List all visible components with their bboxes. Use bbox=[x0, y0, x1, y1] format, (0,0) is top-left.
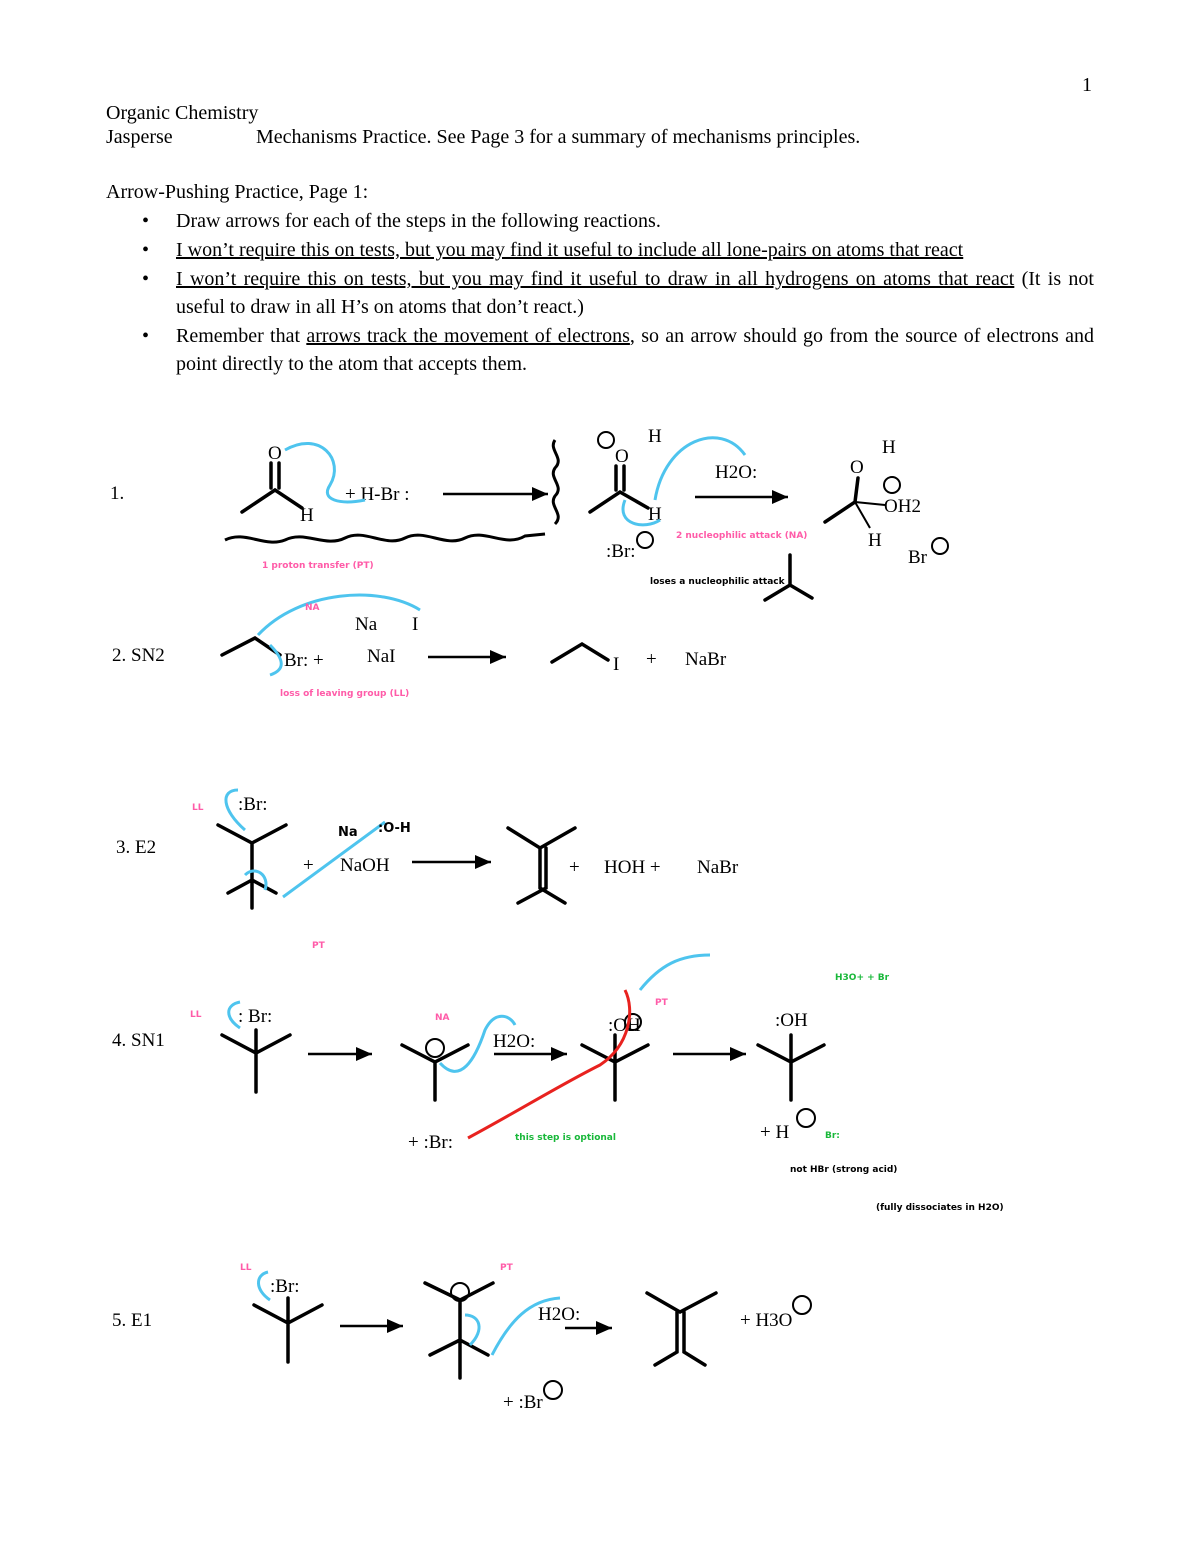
page-number: 1 bbox=[1082, 74, 1092, 96]
arrow-head bbox=[772, 490, 788, 504]
annotation: PT bbox=[312, 941, 325, 951]
hydrogen-atom: H bbox=[868, 530, 882, 551]
oh2-group: OH2 bbox=[884, 496, 921, 517]
course-title: Organic Chemistry bbox=[106, 102, 259, 124]
annotation: NA bbox=[435, 1013, 450, 1023]
reaction-number: 4. SN1 bbox=[112, 1030, 165, 1051]
arrow-head bbox=[475, 855, 491, 869]
arrow-head bbox=[490, 650, 506, 664]
plus-sign: + bbox=[646, 649, 657, 670]
negative-charge-icon bbox=[932, 538, 948, 554]
bond bbox=[425, 1283, 493, 1378]
hydrogen-atom: H bbox=[648, 426, 662, 447]
red-arrow bbox=[468, 990, 630, 1138]
oxygen-atom: O bbox=[268, 443, 282, 464]
list-item: • Draw arrows for each of the steps in the following reactions. bbox=[142, 207, 1094, 235]
hoh-product: HOH + bbox=[604, 857, 661, 878]
bond bbox=[758, 1035, 824, 1100]
bond bbox=[647, 1293, 716, 1365]
scribble bbox=[553, 440, 558, 524]
positive-charge-icon bbox=[793, 1296, 811, 1314]
reaction-4 bbox=[112, 955, 1004, 1213]
annotation: 2 nucleophilic attack (NA) bbox=[676, 531, 808, 541]
double-bond bbox=[271, 463, 279, 488]
curved-arrow bbox=[258, 1272, 270, 1300]
bromine-atom: :Br: bbox=[270, 1276, 300, 1297]
positive-charge-icon bbox=[884, 477, 900, 493]
reaction-number: 3. E2 bbox=[116, 837, 157, 858]
oxygen-atom: O bbox=[850, 457, 864, 478]
annotation: this step is optional bbox=[515, 1133, 616, 1143]
bond bbox=[218, 825, 286, 908]
bromine-atom: :Br: bbox=[238, 794, 268, 815]
reaction-5 bbox=[112, 1263, 811, 1413]
arrow-head bbox=[596, 1321, 612, 1335]
bromine-atom: : Br: bbox=[238, 1006, 273, 1027]
arrow-head bbox=[730, 1047, 746, 1061]
reaction-3 bbox=[116, 790, 739, 951]
arrow-head bbox=[356, 1047, 372, 1061]
annotation: LL bbox=[240, 1263, 252, 1273]
iodine-product: I bbox=[613, 654, 620, 675]
iodide-ion: I bbox=[412, 614, 419, 635]
bromide-product: Br bbox=[908, 547, 927, 568]
annotation: (fully dissociates in H2O) bbox=[876, 1203, 1004, 1213]
nabr-product: NaBr bbox=[685, 649, 727, 670]
hydrogen-atom: H bbox=[300, 505, 314, 526]
annotation: loss of leaving group (LL) bbox=[280, 689, 410, 699]
bond bbox=[590, 492, 648, 512]
annotation: H3O+ + Br bbox=[835, 973, 890, 983]
hydronium-product: + H3O bbox=[740, 1310, 793, 1331]
water-reagent: H2O: bbox=[493, 1031, 536, 1052]
bromine-reactant: Br: + bbox=[284, 650, 324, 671]
negative-charge-icon bbox=[544, 1381, 562, 1399]
annotation: not HBr (strong acid) bbox=[790, 1165, 898, 1175]
reaction-1 bbox=[110, 426, 948, 600]
arrow-head bbox=[387, 1319, 403, 1333]
annotation: PT bbox=[655, 998, 668, 1008]
sodium-ion: Na bbox=[355, 614, 378, 635]
curved-arrow bbox=[258, 595, 420, 635]
annotation: 1 proton transfer (PT) bbox=[262, 561, 374, 571]
plus-sign: + bbox=[569, 857, 580, 878]
annotation: LL bbox=[192, 803, 204, 813]
reaction-2 bbox=[112, 595, 727, 699]
author-name: Jasperse bbox=[106, 126, 173, 148]
water-reagent: H2O: bbox=[538, 1304, 581, 1325]
reaction-number: 5. E1 bbox=[112, 1310, 153, 1331]
oxygen-atom: O bbox=[615, 446, 629, 467]
list-item: • Remember that arrows track the movement of electrons, so an arrow should go from the source of electrons and point directly to the atom that accepts them. bbox=[142, 322, 1094, 378]
curved-arrow bbox=[465, 1315, 479, 1345]
sodium-ion: Na bbox=[338, 825, 358, 840]
proton-product: + H bbox=[760, 1122, 790, 1143]
annotation: loses a nucleophilic attack bbox=[650, 577, 785, 587]
reaction-number: 1. bbox=[110, 483, 125, 504]
oxonium-group: :OH bbox=[608, 1015, 641, 1036]
document-title: Mechanisms Practice. See Page 3 for a summary of mechanisms principles. bbox=[256, 126, 861, 148]
section-title: Arrow-Pushing Practice, Page 1: bbox=[106, 181, 369, 203]
alcohol-product: :OH bbox=[775, 1010, 808, 1031]
list-item: • I won’t require this on tests, but you may find it useful to include all lone-pairs on atoms that react bbox=[142, 236, 1094, 264]
arrow-head bbox=[532, 487, 548, 501]
annotation: NA bbox=[305, 603, 320, 613]
reaction-number: 2. SN2 bbox=[112, 645, 165, 666]
annotation: LL bbox=[190, 1010, 202, 1020]
bond bbox=[222, 1030, 290, 1092]
bond bbox=[242, 490, 302, 512]
hydrogen-atom: H bbox=[648, 504, 662, 525]
positive-charge-icon bbox=[426, 1039, 444, 1057]
bond bbox=[825, 478, 858, 522]
water-reagent: H2O: bbox=[715, 462, 758, 483]
negative-charge-icon bbox=[637, 532, 653, 548]
bromide-anion: + :Br: bbox=[408, 1132, 454, 1153]
nabr-product: NaBr bbox=[697, 857, 739, 878]
hbr-reagent: + H-Br : bbox=[345, 484, 410, 505]
double-bond bbox=[616, 466, 624, 490]
hydrogen-atom: H bbox=[882, 437, 896, 458]
positive-charge-icon bbox=[598, 432, 614, 448]
scribble bbox=[225, 534, 545, 542]
nai-reagent: NaI bbox=[367, 646, 396, 667]
plus-sign: + bbox=[303, 855, 314, 876]
bromide-anion: + :Br bbox=[503, 1392, 543, 1413]
annotation: PT bbox=[500, 1263, 513, 1273]
bond bbox=[855, 502, 885, 528]
bromide-anion: :Br: bbox=[606, 541, 636, 562]
positive-charge-icon bbox=[797, 1109, 815, 1127]
bond bbox=[508, 828, 575, 903]
arrow-head bbox=[551, 1047, 567, 1061]
curved-arrow bbox=[640, 955, 710, 990]
annotation: Br: bbox=[825, 1131, 840, 1141]
bond bbox=[552, 644, 608, 662]
hydroxide-ion: :O-H bbox=[378, 821, 411, 836]
naoh-reagent: NaOH bbox=[340, 855, 390, 876]
bond bbox=[254, 1298, 322, 1362]
list-item: • I won’t require this on tests, but you may find it useful to draw in all hydrogens on atoms that react (It is not useful to draw in all H’s on atoms that don’t react.) bbox=[142, 265, 1094, 321]
